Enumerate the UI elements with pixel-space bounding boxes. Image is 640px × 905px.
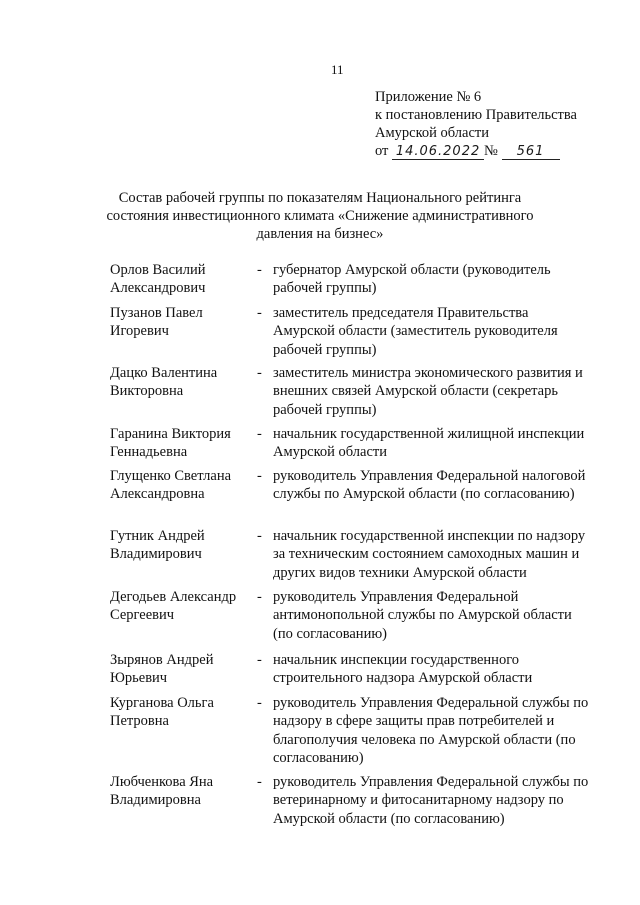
member-name: Дацко Валентина Викторовна — [110, 365, 218, 400]
member-role: руководитель Управления Федеральной службы по ветеринарному и фитосанитарному надзору по Амурской области (по согласованию) — [273, 774, 589, 827]
dash-separator: - — [257, 774, 262, 790]
member-name: Зырянов Андрей Юрьевич — [110, 652, 214, 687]
dash-separator: - — [257, 652, 262, 668]
dash-separator: - — [257, 468, 262, 484]
dash-separator: - — [257, 262, 262, 278]
member-name: Дегодьев Александр Сергеевич — [110, 589, 237, 624]
handwritten-number: 561 — [502, 144, 560, 160]
member-role: заместитель председателя Правительства Амурской области (заместитель руководителя рабочей группы) — [273, 305, 558, 358]
handwritten-date: 14.06.2022 — [392, 144, 484, 160]
appendix-decree-line: к постановлению Правительства — [375, 107, 577, 123]
dash-separator: - — [257, 528, 262, 544]
date-prefix: от — [375, 143, 389, 159]
member-role: руководитель Управления Федеральной налоговой службы по Амурской области (по согласованию) — [273, 468, 586, 503]
appendix-title: Приложение № 6 — [375, 89, 482, 105]
page-number: 11 — [331, 62, 344, 77]
member-role: руководитель Управления Федеральной службы по надзору в сфере защиты прав потребителей и благополучия человека по Амурской области (по согласованию) — [273, 695, 589, 766]
number-prefix: № — [484, 143, 498, 159]
member-role: руководитель Управления Федеральной антимонопольной службы по Амурской области (по согласованию) — [273, 589, 572, 642]
member-role: начальник государственной инспекции по надзору за техническим состоянием самоходных машин и других видов техники Амурской области — [273, 528, 586, 581]
appendix-header — [375, 88, 577, 160]
document-title: Состав рабочей группы по показателям Национального рейтинга состояния инвестиционного климата «Снижение административного давления на бизнес» — [106, 190, 534, 242]
dash-separator: - — [257, 695, 262, 711]
appendix-date-line — [375, 142, 577, 160]
member-name: Глущенко Светлана Александровна — [110, 468, 232, 503]
member-role: губернатор Амурской области (руководитель рабочей группы) — [273, 262, 551, 297]
appendix-region-line: Амурской области — [375, 125, 489, 141]
dash-separator: - — [257, 589, 262, 605]
member-name: Орлов Василий Александрович — [110, 262, 206, 297]
dash-separator: - — [257, 365, 262, 381]
member-name: Курганова Ольга Петровна — [110, 695, 214, 730]
dash-separator: - — [257, 305, 262, 321]
member-name: Любченкова Яна Владимировна — [110, 774, 214, 809]
member-name: Гутник Андрей Владимирович — [110, 528, 205, 563]
member-role: начальник государственной жилищной инспекции Амурской области — [273, 426, 585, 461]
dash-separator: - — [257, 426, 262, 442]
member-name: Пузанов Павел Игоревич — [110, 305, 203, 340]
member-name: Гаранина Виктория Геннадьевна — [110, 426, 231, 461]
member-role: заместитель министра экономического развития и внешних связей Амурской области (секретарь рабочей группы) — [273, 365, 583, 418]
member-role: начальник инспекции государственного строительного надзора Амурской области — [273, 652, 533, 687]
